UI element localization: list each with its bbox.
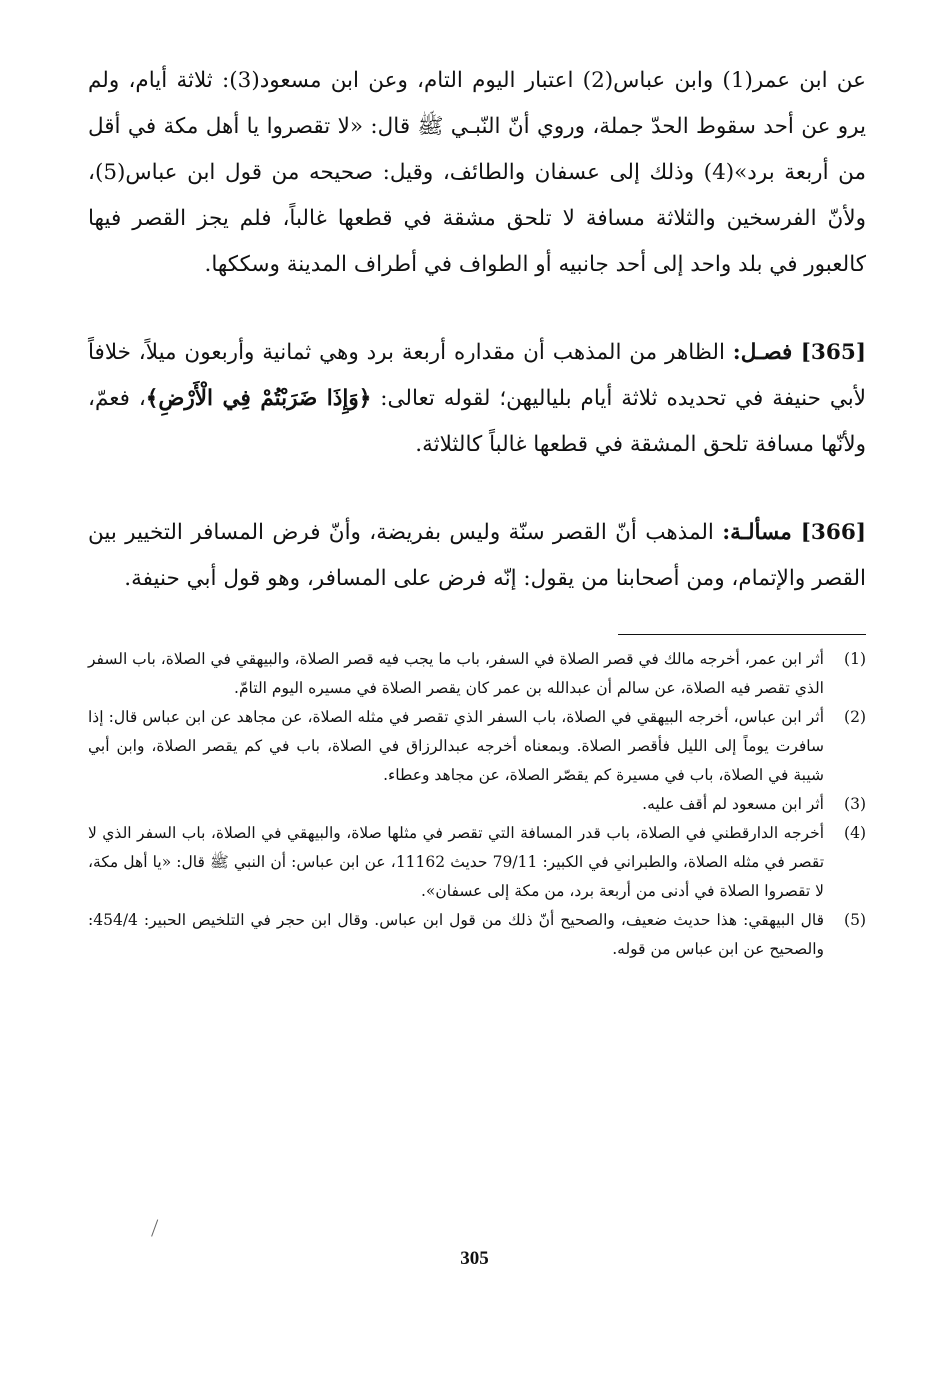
footnote-number: (3) <box>844 795 866 813</box>
footnote-4 <box>88 819 866 906</box>
stray-pen-mark <box>151 1219 164 1238</box>
paragraph-365-text-b: ، فعمّ، ولأنّها مسافة تلحق المشقة في قطعها غالباً كالثلاثة. <box>88 386 866 457</box>
footnote-divider <box>618 634 866 635</box>
page-body <box>88 58 866 964</box>
section-heading-365: [365] فصـل: <box>732 340 866 365</box>
page-number: 305 <box>460 1248 489 1269</box>
paragraph-365-text-a: الظاهر من المذهب أن مقداره أربعة برد وهي ثمانية وأربعون ميلاً، خلافاً لأبي حنيفة في تحديده ثلاثة أيام بلياليهن؛ لقوله تعالى: <box>88 340 867 411</box>
footnote-text: أخرجه الدارقطني في الصلاة، باب قدر المسافة التي تقصر في مثلها صلاة، والبيهقي في الصلاة، باب السفر الذي لا تقصر في مثله الصلاة، والطبراني في الكبير: 79/11 حديث 11162، عن ابن عباس: أن النبي ﷺ قال: «يا أهل مكة، لا تقصروا الصلاة في أدنى من أربعة برد، من مكة إلى عسفان». <box>88 824 825 900</box>
footnote-text: أثر ابن عباس، أخرجه البيهقي في الصلاة، باب السفر الذي تقصر في مثله الصلاة، عن مجاهد عن ابن عباس قال: إذا سافرت يوماً إلى الليل فأقصر الصلاة. وبمعناه أخرجه عبدالرزاق في الصلاة، باب في كم يقصر الصلاة، وابن أبي شيبة في الصلاة، باب في مسيرة كم يقصّر الصلاة، عن مجاهد وعطاء. <box>88 708 824 784</box>
footnote-number: (2) <box>844 708 866 726</box>
footnote-3 <box>88 790 866 819</box>
footnote-1 <box>88 645 866 703</box>
section-heading-366: [366] مسألـة: <box>722 520 866 545</box>
footnote-number: (4) <box>844 824 866 842</box>
paragraph-366 <box>88 510 866 602</box>
footnote-number: (5) <box>844 911 866 929</box>
paragraph-366-text: المذهب أنّ القصر سنّة وليس بفريضة، وأنّ فرض المسافر التخيير بين القصر والإتمام، ومن أصحابنا من يقول: إنّه فرض على المسافر، وهو قول أبي حنيفة. <box>88 520 866 591</box>
footnotes <box>88 645 866 964</box>
footnote-text: قال البيهقي: هذا حديث ضعيف، والصحيح أنّ ذلك من قول ابن عباس. وقال ابن حجر في التلخيص الحبير: 454/4: والصحيح عن ابن عباس من قوله. <box>88 911 824 958</box>
footnote-5 <box>88 906 866 964</box>
footnote-number: (1) <box>844 650 866 668</box>
paragraph-365 <box>88 330 866 468</box>
quran-verse: ﴿وَإِذَا ضَرَبْتُمْ فِي الْأَرْضِ﴾ <box>145 386 372 411</box>
footnote-2 <box>88 703 866 790</box>
footnote-text: أثر ابن مسعود لم أقف عليه. <box>642 795 824 813</box>
footnote-text: أثر ابن عمر، أخرجه مالك في قصر الصلاة في السفر، باب ما يجب فيه قصر الصلاة، والبيهقي في الصلاة، باب السفر الذي تقصر فيه الصلاة، عن سالم أن عبدالله بن عمر كان يقصر الصلاة في مسيره اليوم التامّ. <box>88 650 824 697</box>
paragraph-1: عن ابن عمر(1) وابن عباس(2) اعتبار اليوم التام، وعن ابن مسعود(3): ثلاثة أيام، ولم يرو عن أحد سقوط الحدّ جملة، وروي أنّ النّبـي ﷺ قال: «لا تقصروا يا أهل مكة في أقل من أربعة برد»(4) وذلك إلى عسفان والطائف، وقيل: صحيحه من قول ابن عباس(5)، ولأنّ الفرسخين والثلاثة مسافة لا تلحق مشقة في قطعها غالباً، فلم يجز القصر فيها كالعبور في بلد واحد إلى أحد جانبيه أو الطواف في أطراف المدينة وسككها. <box>88 68 866 277</box>
